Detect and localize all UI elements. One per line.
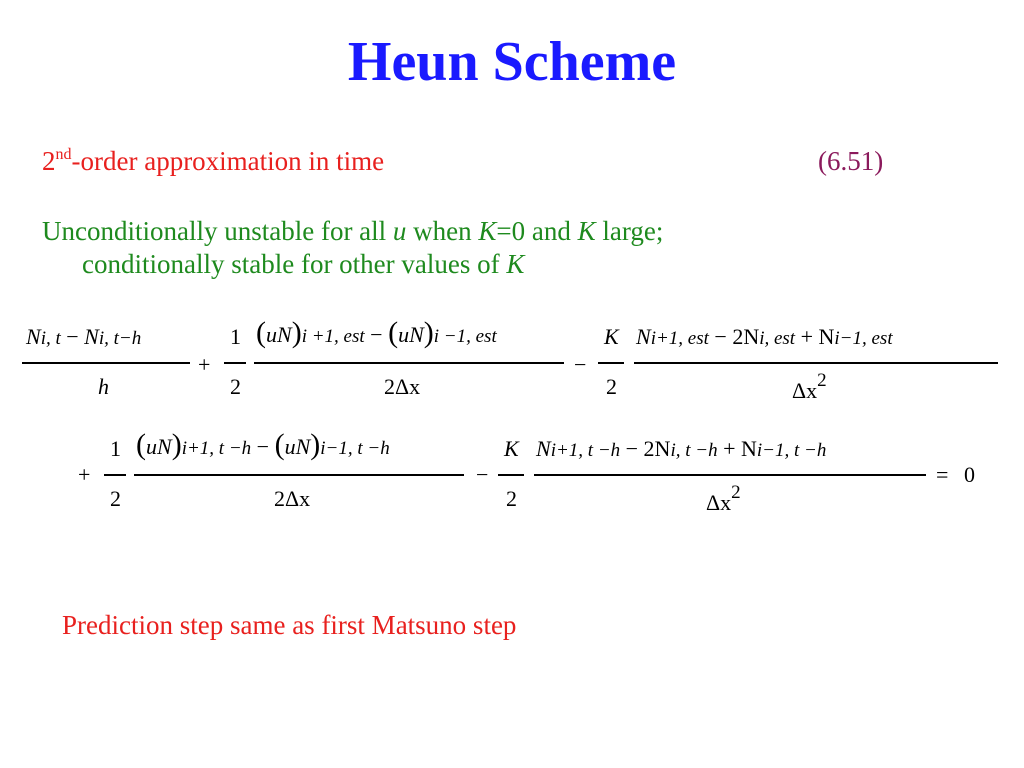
order-prefix: 2 — [42, 146, 56, 176]
advection-denominator-1: 2Δx — [384, 374, 421, 399]
half-numerator-2: 1 — [110, 436, 121, 461]
k-bar-2 — [498, 474, 524, 476]
advection-bar-2 — [134, 474, 464, 476]
stability-text-b: when — [406, 216, 479, 246]
plus-sign-2: + — [78, 462, 91, 487]
order-statement — [42, 146, 384, 177]
k-bar-1 — [598, 362, 624, 364]
half-bar-2 — [104, 474, 126, 476]
zero-rhs: 0 — [964, 462, 975, 487]
stability-text-d: large; — [595, 216, 664, 246]
plus-sign-1: + — [198, 352, 211, 377]
minus-sign-2: − — [476, 462, 489, 487]
k-numerator-2: K — [504, 436, 519, 461]
order-text: -order approximation in time — [71, 146, 385, 176]
equation-number: (6.51) — [818, 146, 884, 176]
slide-title: Heun Scheme — [347, 31, 677, 93]
stability-line-1 — [42, 216, 663, 247]
advection-numerator-1: (uN)i +1, est − (uN)i −1, est — [256, 316, 497, 349]
k-denominator-2: 2 — [506, 486, 517, 511]
k-denominator-1: 2 — [606, 374, 617, 399]
diffusion-bar-1 — [634, 362, 998, 364]
half-denominator-2: 2 — [110, 486, 121, 511]
advection-bar-1 — [254, 362, 564, 364]
stability-text-a: Unconditionally unstable for all — [42, 216, 393, 246]
time-deriv-numerator: Ni, t − Ni, t−h — [26, 324, 142, 349]
prediction-note: Prediction step same as first Matsuno step — [62, 610, 517, 640]
time-deriv-denominator: h — [98, 374, 109, 399]
minus-sign-1: − — [574, 352, 587, 377]
advection-numerator-2: (uN)i+1, t −h − (uN)i−1, t −h — [136, 428, 390, 461]
diffusion-bar-2 — [534, 474, 926, 476]
stability-text-c: =0 and — [496, 216, 578, 246]
stability-k1: K — [478, 216, 497, 246]
equals-sign: = — [936, 462, 949, 487]
diffusion-numerator-2: Ni+1, t −h − 2Ni, t −h + Ni−1, t −h — [536, 436, 827, 461]
half-numerator-1: 1 — [230, 324, 241, 349]
diffusion-denominator-2: Δx2 — [706, 482, 741, 515]
stability-k2: K — [577, 216, 596, 246]
stability-text-e: conditionally stable for other values of — [82, 249, 507, 279]
diffusion-denominator-1: Δx2 — [792, 370, 827, 403]
advection-denominator-2: 2Δx — [274, 486, 311, 511]
order-superscript: nd — [55, 146, 72, 163]
diffusion-numerator-1: Ni+1, est − 2Ni, est + Ni−1, est — [636, 324, 893, 349]
stability-u: u — [392, 216, 407, 246]
time-deriv-bar — [22, 362, 190, 364]
k-numerator-1: K — [604, 324, 619, 349]
half-denominator-1: 2 — [230, 374, 241, 399]
half-bar-1 — [224, 362, 246, 364]
stability-line-2 — [82, 249, 524, 280]
stability-k3: K — [506, 249, 525, 279]
